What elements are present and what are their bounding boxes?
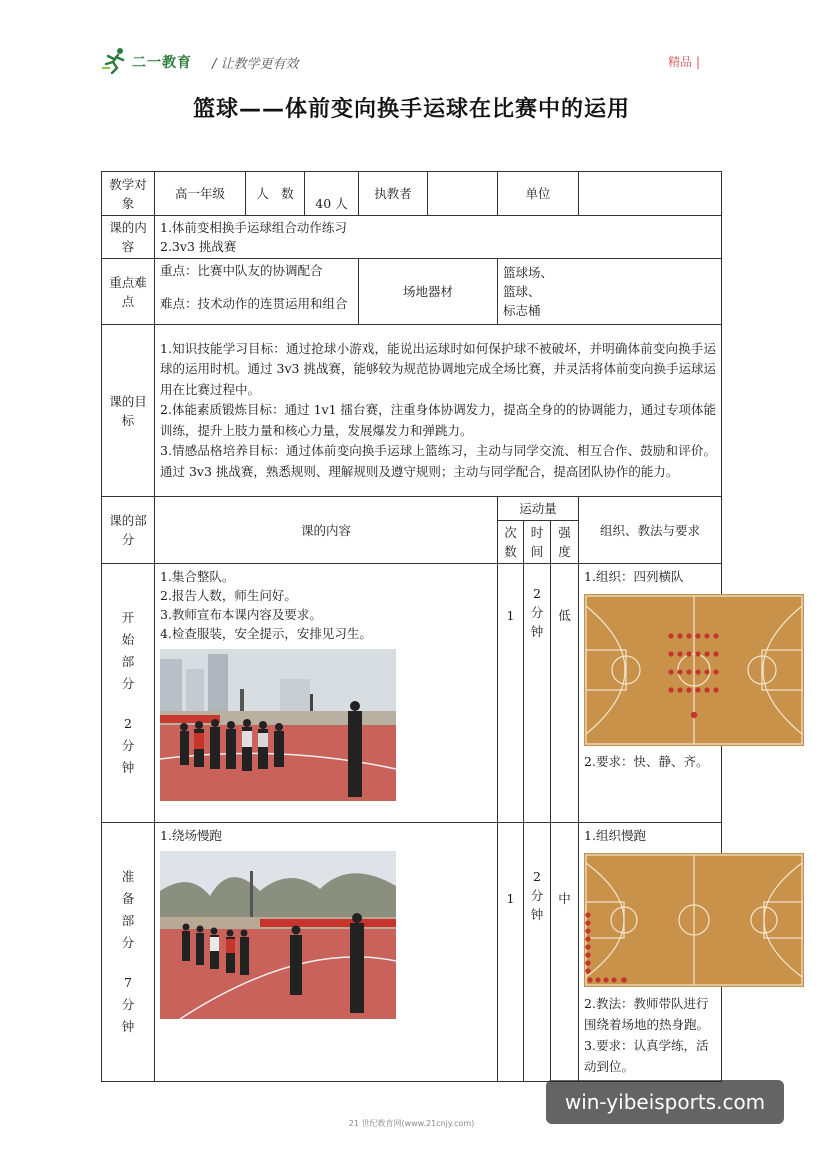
start-req-text: 2.要求：快、静、齐。 [584,754,709,769]
venue-item: 篮球、 [503,284,541,299]
lesson-plan-table [101,171,722,1082]
difficulty: 难点：技术动作的连贯运用和组合 [160,296,348,311]
start-minutes: 2 [124,716,132,731]
start-line: 1.集合整队。 [160,569,235,584]
runner-logo-icon [100,46,130,74]
row-header-1 [102,497,722,521]
prep-method-text: 2.教法：教师带队进行围绕着场地的热身跑。 [584,996,710,1032]
start-line: 2.报告人数，师生问好。 [160,588,297,603]
prep-minutes: 7 [124,975,132,990]
prep-unit: 分钟 [121,997,135,1034]
goals-cell [155,325,722,497]
venue-label: 场地器材 [359,259,498,325]
warmup-photo [160,851,396,1019]
start-times: 1 [498,564,524,823]
count-value: 40 人 [305,172,359,216]
watermark: win-yibeisports.com [546,1080,784,1124]
teacher-value [428,172,498,216]
grade-value: 高一年级 [155,172,246,216]
content-lines [155,216,722,259]
start-court-diagram [584,594,804,746]
prep-req-text: 3.要求：认真学练，活动到位。 [584,1038,709,1074]
prep-org-text: 1.组织慢跑 [584,828,646,843]
target-label: 教学对象 [102,172,155,216]
prep-times: 1 [498,823,524,1082]
prep-duration [524,823,551,1082]
goal-item: 1.知识技能学习目标：通过抢球小游戏，能说出运球时如何保护球不被破坏，并明确体前变向换手运球的运用时机。通过 3v3 挑战赛，能够较为规范协调地完成全场比赛，并灵活将体前变向换手运球运用在比赛过程中。 [160,340,717,397]
content-line: 1.体前变相换手运球组合动作练习 [160,220,347,235]
start-part-label: 开始部分 [121,610,135,691]
row-start [102,564,722,823]
start-org [579,564,722,823]
start-part [102,564,155,823]
teacher-label: 执教者 [359,172,428,216]
head-intensity: 强度 [551,521,579,564]
venue-items [498,259,722,325]
start-unit: 分钟 [121,738,135,775]
start-intensity: 低 [551,564,579,823]
start-org-text: 1.组织：四列横队 [584,569,684,584]
slogan: / 让教学更有效 [212,57,299,72]
start-line: 4.检查服装，安全提示，安排见习生。 [160,626,372,641]
unit-value [579,172,722,216]
prep-part [102,823,155,1082]
head-org: 组织、教法与要求 [579,497,722,564]
start-time-unit: 分钟 [530,605,544,639]
page-title: 篮球——体前变向换手运球在比赛中的运用 [192,97,630,122]
row-content [102,216,722,259]
quality-badge: 精品 | [668,55,700,69]
start-content [155,564,498,823]
content-label: 课的内容 [102,216,155,259]
venue-item: 篮球场、 [503,265,554,280]
row-prep [102,823,722,1082]
goals-label: 课的目标 [102,325,155,497]
start-time-num: 2 [533,586,541,601]
head-load: 运动量 [498,497,579,521]
prep-part-label: 准备部分 [121,869,135,950]
prep-time-num: 2 [533,869,541,884]
venue-item: 标志桶 [503,303,541,318]
row-key-points [102,259,722,325]
unit-label: 单位 [498,172,579,216]
prep-intensity: 中 [551,823,579,1082]
head-duration: 时间 [524,521,551,564]
key-point: 重点：比赛中队友的协调配合 [160,263,323,278]
head-content: 课的内容 [155,497,498,564]
prep-time-unit: 分钟 [530,888,544,922]
page-header [100,46,720,76]
footer-source: 21 世纪教育网(www.21cnjy.com) [348,1119,475,1128]
count-label: 人 数 [246,172,305,216]
goal-item: 3.情感品格培养目标：通过体前变向换手运球上篮练习，主动与同学交流、相互合作、鼓励和评价。通过 3v3 挑战赛，熟悉规则、理解规则及遵守规则；主动与同学配合，提高团队协作的能力。 [160,443,717,479]
row-goals [102,325,722,497]
prep-line: 1.绕场慢跑 [160,828,222,843]
content-line: 2.3v3 挑战赛 [160,239,237,254]
head-part: 课的部分 [102,497,155,564]
logo-text: 二一教育 [132,55,192,71]
start-line: 3.教师宣布本课内容及要求。 [160,607,322,622]
key-cell [155,259,359,325]
row-basic-info [102,172,722,216]
key-label: 重点难点 [102,259,155,325]
assembly-photo [160,649,396,801]
prep-org [579,823,722,1082]
head-times: 次数 [498,521,524,564]
prep-content [155,823,498,1082]
prep-court-diagram [584,853,804,987]
goal-item: 2.体能素质锻炼目标：通过 1v1 擂台赛，注重身体协调发力，提高全身的的协调能力，通过专项体能训练，提升上肢力量和核心力量，发展爆发力和弹跳力。 [160,402,717,438]
start-duration [524,564,551,823]
